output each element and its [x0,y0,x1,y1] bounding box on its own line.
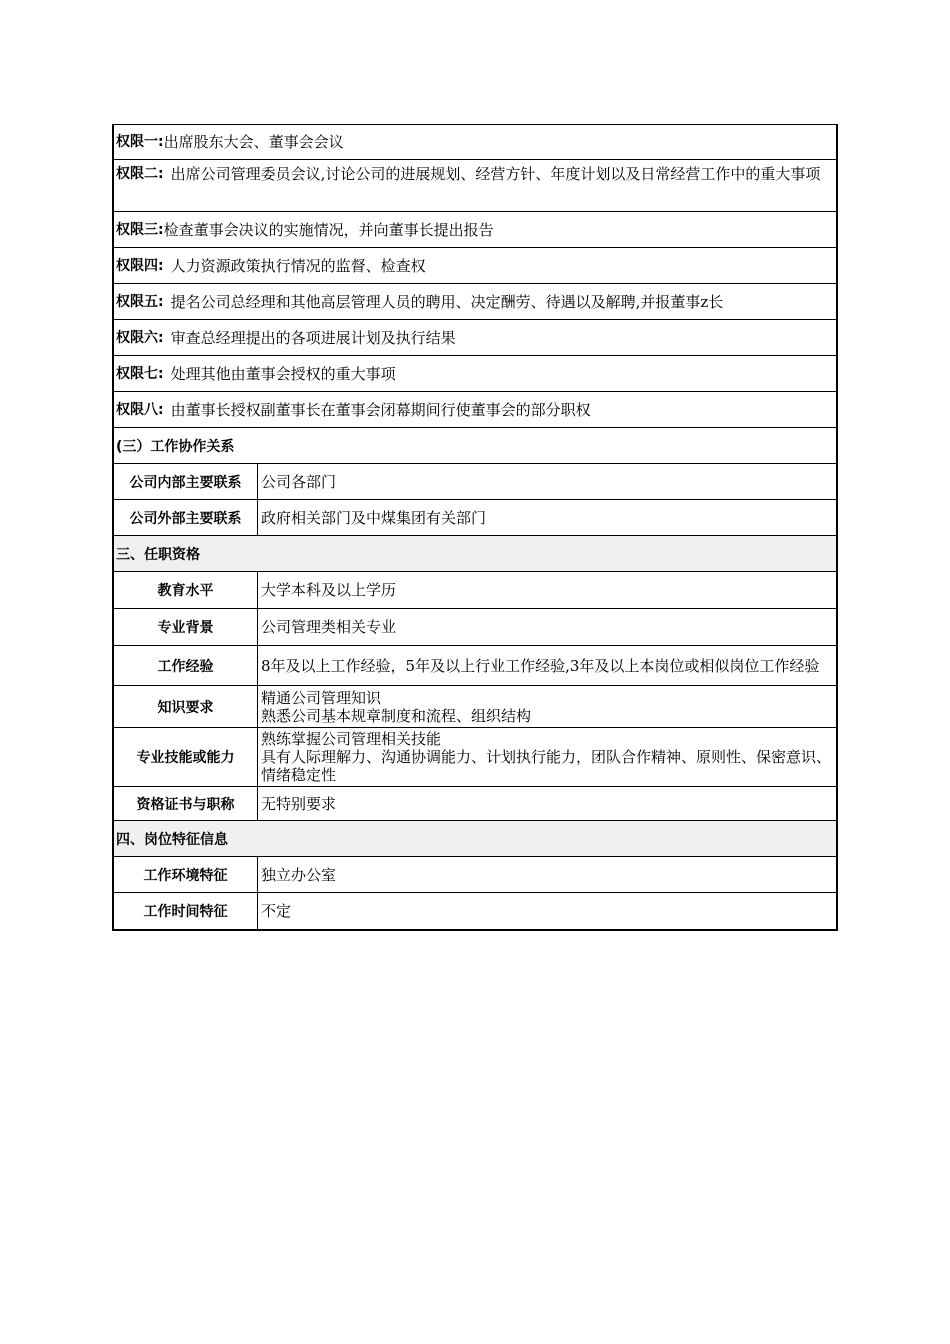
authority-text: 人力资源政策执行情况的监督、检查权 [170,256,426,275]
cooperation-section-title [114,428,836,464]
authority-label: 权限二: [116,166,164,182]
authority-text: 出席股东大会、董事会会议 [163,133,344,151]
authority-text: 由董事长授权副董事长在董事会闭幕期间行使董事会的部分职权 [170,400,591,419]
authority-label: 权限五: [116,293,164,310]
environment-row [114,857,836,893]
authority-row-6 [114,320,836,356]
field-label: 公司外部主要联系 [114,500,258,535]
skills-row [114,728,836,787]
knowledge-line: 精通公司管理知识 [261,688,382,707]
authority-row-3 [114,212,836,248]
position-section-title [114,821,836,857]
field-value: 公司各部门 [261,472,337,491]
authority-label: 权限一: [116,134,164,150]
work-time-row [114,893,836,929]
field-value: 不定 [261,902,292,920]
knowledge-line: 熟悉公司基本规章制度和流程、组织结构 [261,706,532,725]
field-label: 工作时间特征 [114,893,258,929]
external-contact-row [114,500,836,536]
authority-text: 处理其他由董事会授权的重大事项 [170,364,396,383]
field-label: 工作经验 [114,646,258,685]
authority-row-4 [114,248,836,284]
skills-line: 熟练掌握公司管理相关技能 [261,730,442,748]
authority-row-1 [114,125,836,160]
authority-row-2 [114,160,836,212]
authority-text: 出席公司管理委员会议,讨论公司的进展规划、经营方针、年度计划以及日常经营工作中的重大事项 [170,165,821,183]
authority-label: 权限四: [116,257,164,274]
section-title: 四、岗位特征信息 [116,831,228,848]
authority-label: 权限三: [116,221,164,238]
job-description-table [112,124,838,931]
field-value: 8年及以上工作经验，5年及以上行业工作经验,3年及以上本岗位或相似岗位工作经验 [261,656,820,675]
field-value: 公司管理类相关专业 [261,618,397,636]
field-value: 无特别要求 [261,794,337,813]
authority-row-5 [114,284,836,320]
field-value [258,728,836,786]
internal-contact-row [114,464,836,500]
field-label: 资格证书与职称 [114,787,258,820]
authority-text: 审查总经理提出的各项进展计划及执行结果 [170,328,456,347]
authority-label: 权限八: [116,401,164,418]
major-row [114,609,836,646]
qualifications-section-title [114,536,836,572]
authority-text: 检查董事会决议的实施情况，并向董事长提出报告 [163,220,494,239]
field-value: 大学本科及以上学历 [261,581,397,599]
field-label: 专业技能或能力 [114,728,258,786]
field-label: 教育水平 [114,572,258,608]
knowledge-row [114,686,836,728]
section-title: (三）工作协作关系 [116,438,235,455]
education-row [114,572,836,609]
authority-row-8 [114,392,836,428]
skills-line: 具有人际理解力、沟通协调能力、计划执行能力，团队合作精神、原则性、保密意识、情绪稳定性 [261,748,832,784]
authority-row-7 [114,356,836,392]
certificate-row [114,787,836,821]
field-value [258,686,836,727]
section-title: 三、任职资格 [116,546,200,563]
experience-row [114,646,836,686]
authority-label: 权限六: [116,329,164,346]
authority-label: 权限七: [116,365,164,382]
field-value: 独立办公室 [261,865,337,884]
field-label: 工作环境特征 [114,857,258,892]
field-label: 知识要求 [114,686,258,727]
field-label: 公司内部主要联系 [114,464,258,499]
authority-text: 提名公司总经理和其他高层管理人员的聘用、决定酬劳、待遇以及解聘,并报董事z长 [170,292,724,311]
field-value: 政府相关部门及中煤集团有关部门 [261,508,487,527]
field-label: 专业背景 [114,609,258,645]
